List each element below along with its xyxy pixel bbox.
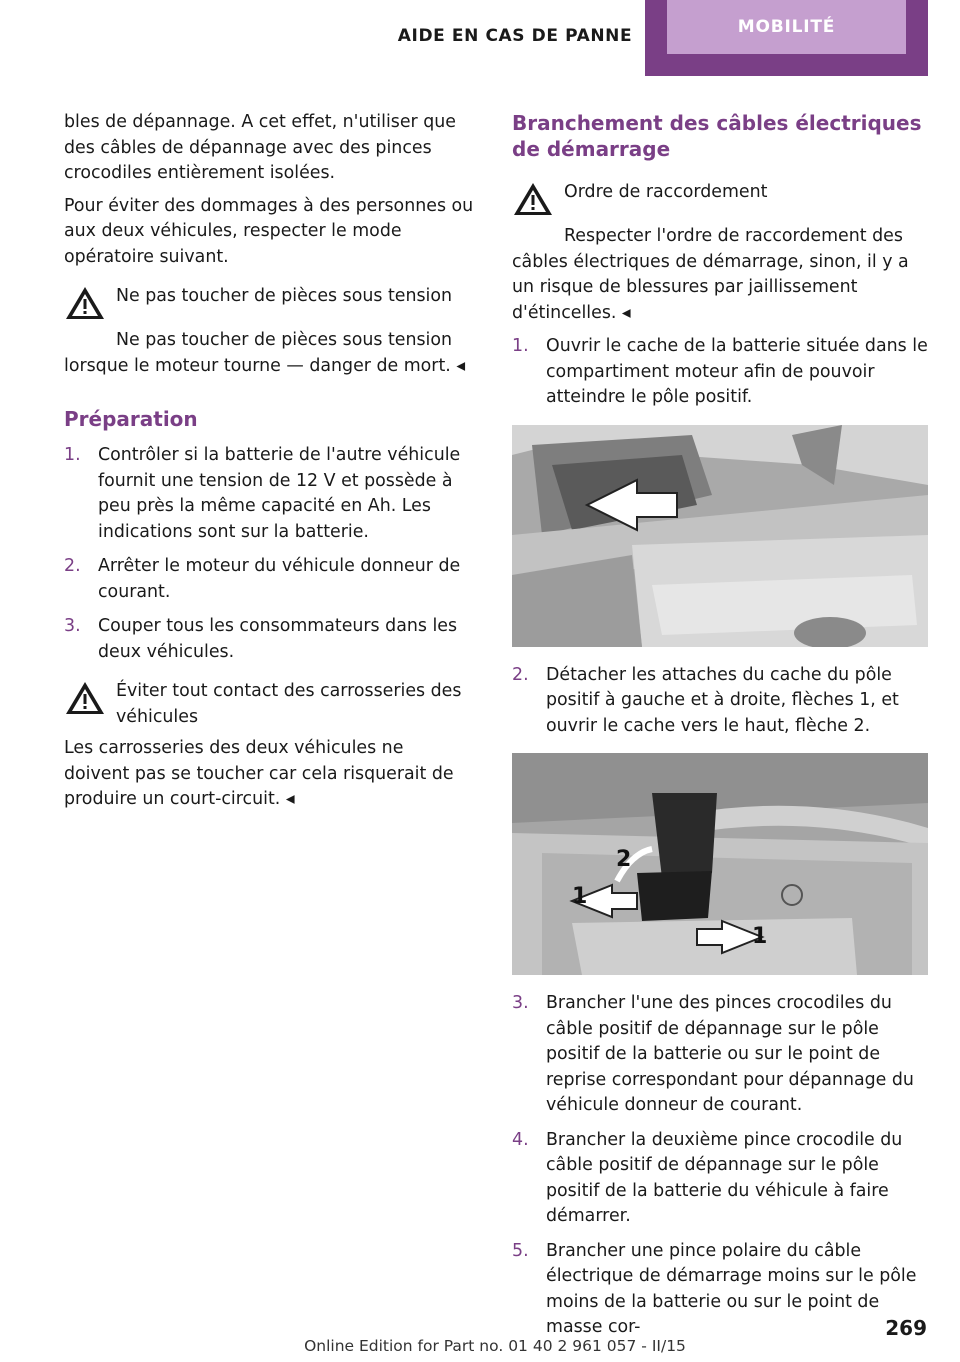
warning-live-parts: [64, 284, 474, 379]
chapter-tab-label: MOBILITÉ: [667, 0, 906, 54]
step-text: Couper tous les consommateurs dans les deux véhicules.: [98, 616, 458, 662]
arrow-label-left: 1: [572, 884, 588, 909]
step-number: 3.: [512, 993, 529, 1013]
list-item: [512, 1239, 928, 1341]
chapter-tab: [645, 0, 928, 76]
section-heading: Branchement des câbles électriques de démarrage: [512, 111, 922, 161]
warning-triangle-icon: [64, 284, 106, 322]
step-number: 2.: [512, 664, 529, 685]
edition-footer: Online Edition for Part no. 01 40 2 961 057 - II/15: [304, 1337, 686, 1355]
list-item: [512, 334, 928, 411]
connection-steps-rest: [512, 991, 928, 1341]
warning-body: Respecter l'ordre de raccordement des câbles électriques de démarrage, sinon, il y a un risque de blessures par jaillissement d'étincelles. ◂: [512, 226, 909, 323]
warning-title: Ordre de raccordement: [564, 182, 768, 202]
step-number: 1.: [64, 445, 81, 465]
warning-body-contact: [64, 679, 474, 813]
step-text: Brancher une pince polaire du câble électrique de démarrage moins sur le pôle moins de la batterie ou sur le point de masse cor-: [546, 1240, 917, 1337]
step-text: Arrêter le moteur du véhicule donneur de courant.: [98, 556, 461, 602]
list-item: [64, 443, 474, 545]
preparation-heading: Préparation: [64, 407, 198, 431]
running-header-section: AIDE EN CAS DE PANNE: [397, 26, 633, 46]
intro-paragraph-2: Pour éviter des dommages à des personnes ou aux deux véhicules, respecter le mode opératoire suivant.: [64, 195, 474, 267]
preparation-steps: [64, 443, 474, 665]
connection-steps-2: [512, 663, 928, 740]
warning-body: Les carrosseries des deux véhicules ne doivent pas se toucher car cela risquerait de produire un court-circuit. ◂: [64, 738, 454, 809]
warning-connection-order: [512, 180, 928, 326]
warning-triangle-icon: [512, 180, 554, 218]
connection-steps-start: [512, 334, 928, 411]
page-number: 269: [885, 1316, 927, 1340]
warning-title: Éviter tout contact des carrosseries des véhicules: [116, 681, 462, 727]
warning-triangle-icon: [64, 679, 106, 717]
right-column: [512, 110, 928, 1351]
step-number: 1.: [512, 336, 529, 356]
list-item: [512, 1128, 928, 1230]
step-text: Contrôler si la batterie de l'autre véhicule fournit une tension de 12 V et possède à peu près la même capacité en Ah. Les indications sont sur la batterie.: [98, 445, 461, 542]
warning-body: Ne pas toucher de pièces sous tension lorsque le moteur tourne — danger de mort. ◂: [64, 330, 466, 376]
left-column: [64, 110, 474, 819]
step-number: 5.: [512, 1240, 529, 1261]
step-number: 3.: [64, 616, 81, 636]
intro-paragraph-1: bles de dépannage. A cet effet, n'utiliser que des câbles de dépannage avec des pinces crocodiles entièrement isolées.: [64, 112, 456, 183]
step-text: Ouvrir le cache de la batterie située dans le compartiment moteur afin de pouvoir atteindre le pôle positif.: [546, 336, 928, 407]
list-item: [64, 554, 474, 605]
arrow-label-2: 2: [616, 847, 632, 872]
step-number: 4.: [512, 1129, 529, 1150]
arrow-label-right: 1: [752, 924, 768, 949]
list-item: [64, 614, 474, 665]
step-text: Brancher l'une des pinces crocodiles du câble positif de dépannage sur le pôle positif de la batterie ou sur le point de reprise correspondant pour dépannage du véhicule donneur de courant.: [546, 993, 914, 1115]
step-number: 2.: [64, 556, 81, 576]
list-item: [512, 991, 928, 1119]
step-text: Détacher les attaches du cache du pôle positif à gauche et à droite, flèches 1, et ouvrir le cache vers le haut, flèche 2.: [546, 664, 899, 736]
engine-bay-photo: [512, 425, 928, 647]
battery-cover-photo: [512, 753, 928, 975]
warning-text: [64, 328, 474, 379]
step-text: Brancher la deuxième pince crocodile du câble positif de dépannage sur le pôle positif de la batterie du véhicule à faire démarrer.: [546, 1129, 903, 1226]
warning-text: [512, 224, 928, 326]
warning-title: Ne pas toucher de pièces sous tension: [116, 286, 453, 306]
list-item: [512, 663, 928, 740]
